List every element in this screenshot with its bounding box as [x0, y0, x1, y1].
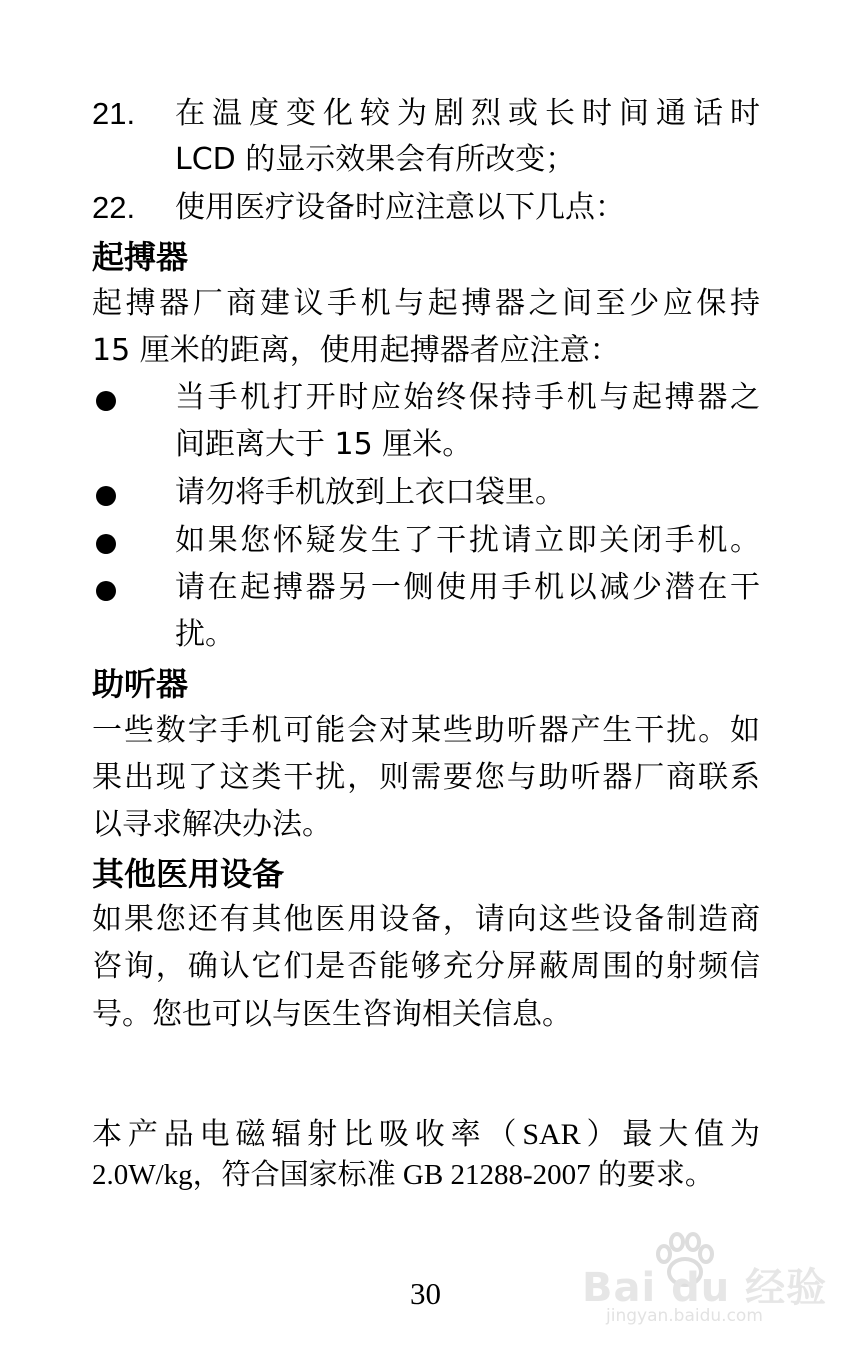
pacemaker-bullet-4-line2: 扰。	[175, 617, 235, 652]
other-devices-line2: 咨询，确认它们是否能够充分屏蔽周围的射频信	[92, 949, 760, 984]
watermark-logo-text: Bai du 经验	[582, 1265, 828, 1311]
pacemaker-bullet-1-line2: 间距离大于 15 厘米。	[175, 427, 473, 462]
pacemaker-bullet-3: 如果您怀疑发生了干扰请立即关闭手机。	[175, 523, 760, 558]
pacemaker-intro-line2: 15 厘米的距离，使用起搏器者应注意：	[92, 333, 620, 368]
hearing-aid-line1: 一些数字手机可能会对某些助听器产生干扰。如	[92, 713, 760, 748]
bullet-dot	[96, 534, 116, 554]
pacemaker-bullet-1-line1: 当手机打开时应始终保持手机与起搏器之	[175, 380, 760, 415]
sar-statement-line2: 2.0W/kg，符合国家标准 GB 21288-2007 的要求。	[92, 1159, 714, 1191]
section-heading-other-devices: 其他医用设备	[92, 855, 285, 893]
item-21-text-line1: 在温度变化较为剧烈或长时间通话时	[175, 96, 760, 131]
pacemaker-bullet-2: 请勿将手机放到上衣口袋里。	[175, 475, 565, 510]
watermark-url: jingyan.baidu.com	[606, 1306, 763, 1326]
other-devices-line1: 如果您还有其他医用设备，请向这些设备制造商	[92, 902, 760, 937]
bullet-dot	[96, 391, 116, 411]
item-21-text-line2: LCD 的显示效果会有所改变；	[175, 142, 576, 177]
hearing-aid-line3: 以寻求解决办法。	[92, 807, 332, 842]
item-number-22: 22.	[92, 190, 136, 225]
section-heading-pacemaker: 起搏器	[92, 238, 189, 276]
hearing-aid-line2: 果出现了这类干扰，则需要您与助听器厂商联系	[92, 760, 760, 795]
item-22-text: 使用医疗设备时应注意以下几点：	[175, 190, 625, 225]
section-heading-hearing-aid: 助听器	[92, 665, 189, 703]
bullet-dot	[96, 581, 116, 601]
pacemaker-intro-line1: 起搏器厂商建议手机与起搏器之间至少应保持	[92, 286, 760, 321]
baidu-jingyan-watermark	[582, 1232, 828, 1332]
other-devices-line3: 号。您也可以与医生咨询相关信息。	[92, 997, 572, 1032]
sar-statement-line1: 本产品电磁辐射比吸收率（SAR）最大值为	[92, 1118, 760, 1151]
page-number: 30	[410, 1276, 441, 1311]
pacemaker-bullet-4-line1: 请在起搏器另一侧使用手机以减少潜在干	[175, 570, 760, 605]
item-number-21: 21.	[92, 96, 136, 131]
bullet-dot	[96, 486, 116, 506]
